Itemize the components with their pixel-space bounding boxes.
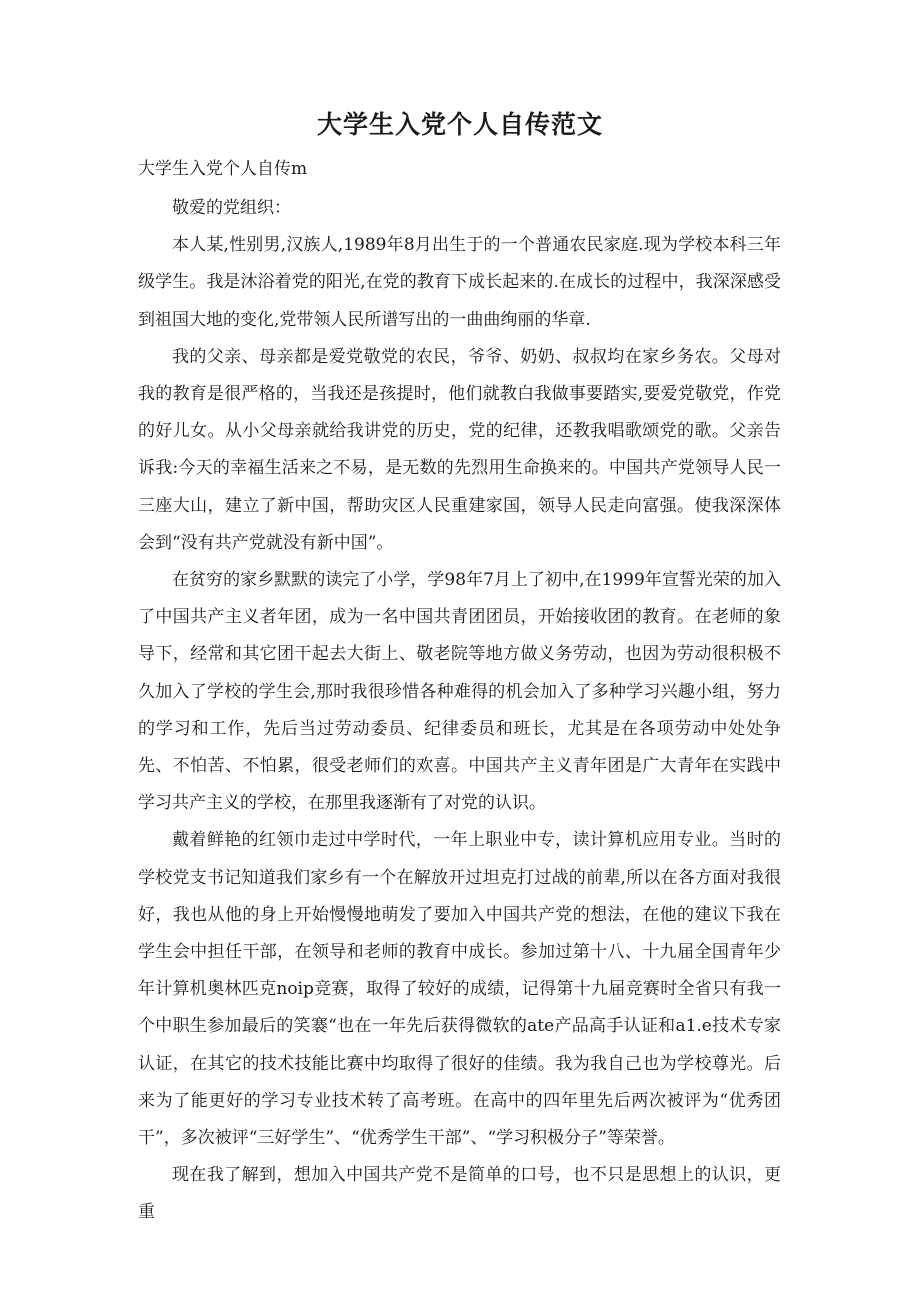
document-body xyxy=(138,190,781,1232)
paragraph-secondary-school: 戴着鲜艳的红领巾走过中学时代，一年上职业中专，读计算机应用专业。当时的学校党支书记知道我们家乡有一个在解放开过坦克打过战的前辈,所以在各方面对我很好，我也从他的身上开始慢慢地萌发了要加入中国共产党的想法，在他的建议下我在学生会中担任干部，在领导和老师的教育中成长。参加过第十八、十九届全国青年少年计算机奥林匹克noip竞赛，取得了较好的成绩，记得第十九届竞赛时全省只有我一个中职生参加最后的笑褰“也在一年先后获得微软的ate产品高手认证和a1.e技术专家认证，在其它的技术技能比赛中均取得了很好的佳绩。我为我自己也为学校尊光。后来为了能更好的学习专业技术转了高考班。在高中的四年里先后两次被评为“优秀团干”，多次被评“三好学生”、“优秀学生干部”、“学习积极分子”等荣誉。 xyxy=(138,830,781,1149)
document-subtitle: 大学生入党个人自传m xyxy=(138,159,308,179)
paragraph-family: 我的父亲、母亲都是爱党敬党的农民，爷爷、奶奶、叔叔均在家乡务农。父母对我的教育是很严格的，当我还是孩提时，他们就教白我做事要踏实,要爱党敬党，作党的好儿女。从小父母亲就给我讲党的历史，党的纪律，还教我唱歌颂党的歌。父亲告诉我:今天的幸福生活来之不易，是无数的先烈用生命换来的。中国共产党领导人民一三座大山，建立了新中国，帮助灾区人民重建家国，领导人民走向富强。使我深深体会到“没有共产党就没有新中国”。 xyxy=(138,346,781,553)
salutation-paragraph: 敬爱的党组织： xyxy=(172,198,291,218)
paragraph-youth-league: 在贫穷的家乡默默的读完了小学，学98年7月上了初中,在1999年宣誓光荣的加入了中国共产主义者年团，成为一名中国共青团团员，开始接收团的教育。在老师的象导下，经常和其它团干起去大街上、敬老院等地方做义务劳动，也因为劳动很积极不久加入了学校的学生会,那时我很珍惜各种难得的机会加入了多种学习兴趣小组，努力的学习和工作，先后当过劳动委员、纪律委员和班长，尤其是在各项劳动中处处争先、不怕苦、不怕累，很受老师们的欢喜。中国共产主义青年团是广大青年在实践中学习共产主义的学校，在那里我逐渐有了对党的认识。 xyxy=(138,570,781,814)
paragraph-current: 现在我了解到，想加入中国共产党不是简单的口号，也不只是思想上的认识，更重 xyxy=(138,1165,781,1223)
paragraph-intro: 本人某,性别男,汉族人,1989年8月出生于的一个普通农民家庭.现为学校本科三年级学生。我是沐浴着党的阳光,在党的教育下成长起来的.在成长的过程中，我深深感受到祖国大地的变化,党带领人民所谱写出的一曲曲绚丽的华章. xyxy=(138,235,781,330)
document-title: 大学生入党个人自传范文 xyxy=(316,110,603,139)
